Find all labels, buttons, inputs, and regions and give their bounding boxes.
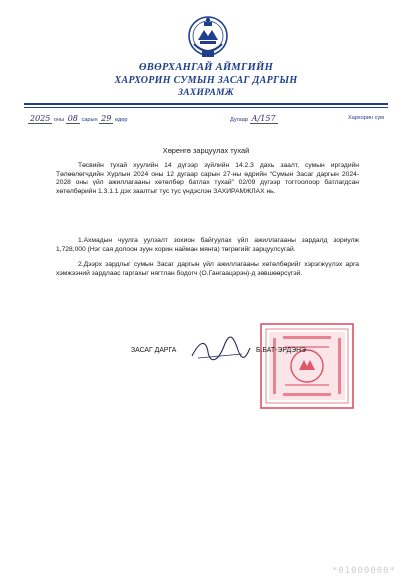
date-day: 29	[101, 114, 112, 123]
number-line	[230, 115, 278, 124]
paragraph-basis	[56, 162, 359, 196]
date-month-suffix: сарын	[81, 117, 98, 123]
official-stamp-icon	[259, 322, 355, 410]
signatory-title: ЗАСАГ ДАРГА	[131, 347, 177, 354]
paragraph-item-1	[56, 237, 359, 254]
paragraph-item-2-text: 2.Дээрх зардлыг сумын Засаг даргын үйл ажиллагааны хөтөлбөрийг хэрэгжүүлэх арга хэмжээний зардлаас гаргахыг нягтлан бодогч (О.Гангаацэрэн)-д зөвшөөрсүгэй.	[56, 261, 359, 277]
paragraph-basis-text: Төсвийн тухай хуулийн 14 дүгээр зүйлийн 14.2.3 дахь заалт, сумын иргэдийн Төлөөлөгчдийн Хурлын 2024 оны 12 дугаар сарын 27-ны өдрийн “Сумын Засаг даргын 2024-2028 оны үйл ажиллагааны хөтөлбөр батлах тухай” 02/09 дүгээр тогтоолоор батлагдсан хөтөлбөрийн 1.3.1.1 дэх заалтыг тус тус үндэслэн ЗАХИРАМЖЛАХ нь.	[56, 162, 359, 195]
number-value: А/157	[251, 114, 276, 123]
header-office: ХАРХОРИН СУМЫН ЗАСАГ ДАРГЫН	[114, 75, 298, 86]
place-label: Хархорин сум	[348, 115, 384, 121]
date-year-suffix: оны	[53, 117, 65, 123]
document-subject: Хөренгө зарцуулах тухай	[162, 146, 250, 155]
date-line	[28, 115, 128, 124]
header-aimag: ӨВӨРХАНГАЙ АЙМГИЙН	[138, 62, 274, 73]
signatory-name: Б.БАТ-ЭРДЭНЭ	[256, 347, 307, 354]
handwritten-signature-icon	[188, 336, 252, 364]
date-month: 08	[67, 114, 78, 123]
number-label: Дугаар	[230, 117, 248, 123]
document-barcode-code: *01000000*	[331, 566, 396, 576]
date-year: 2025	[30, 114, 51, 123]
header-doc-type: ЗАХИРАМЖ	[178, 88, 234, 98]
paragraph-item-1-text: 1.Ахмадын чуулга уулзалт зохион байгуулах үйл ажиллагааны зардалд зориулж 1,728,000 (Нэг сая долоон зуун хорин найман мянга) төгрөгийг зарцуулсугай.	[56, 237, 359, 253]
state-emblem-icon	[186, 14, 230, 60]
paragraph-item-2	[56, 261, 359, 278]
date-day-suffix: өдөр	[114, 117, 128, 123]
header-divider-thin	[24, 107, 388, 108]
header-divider-thick	[24, 103, 388, 105]
